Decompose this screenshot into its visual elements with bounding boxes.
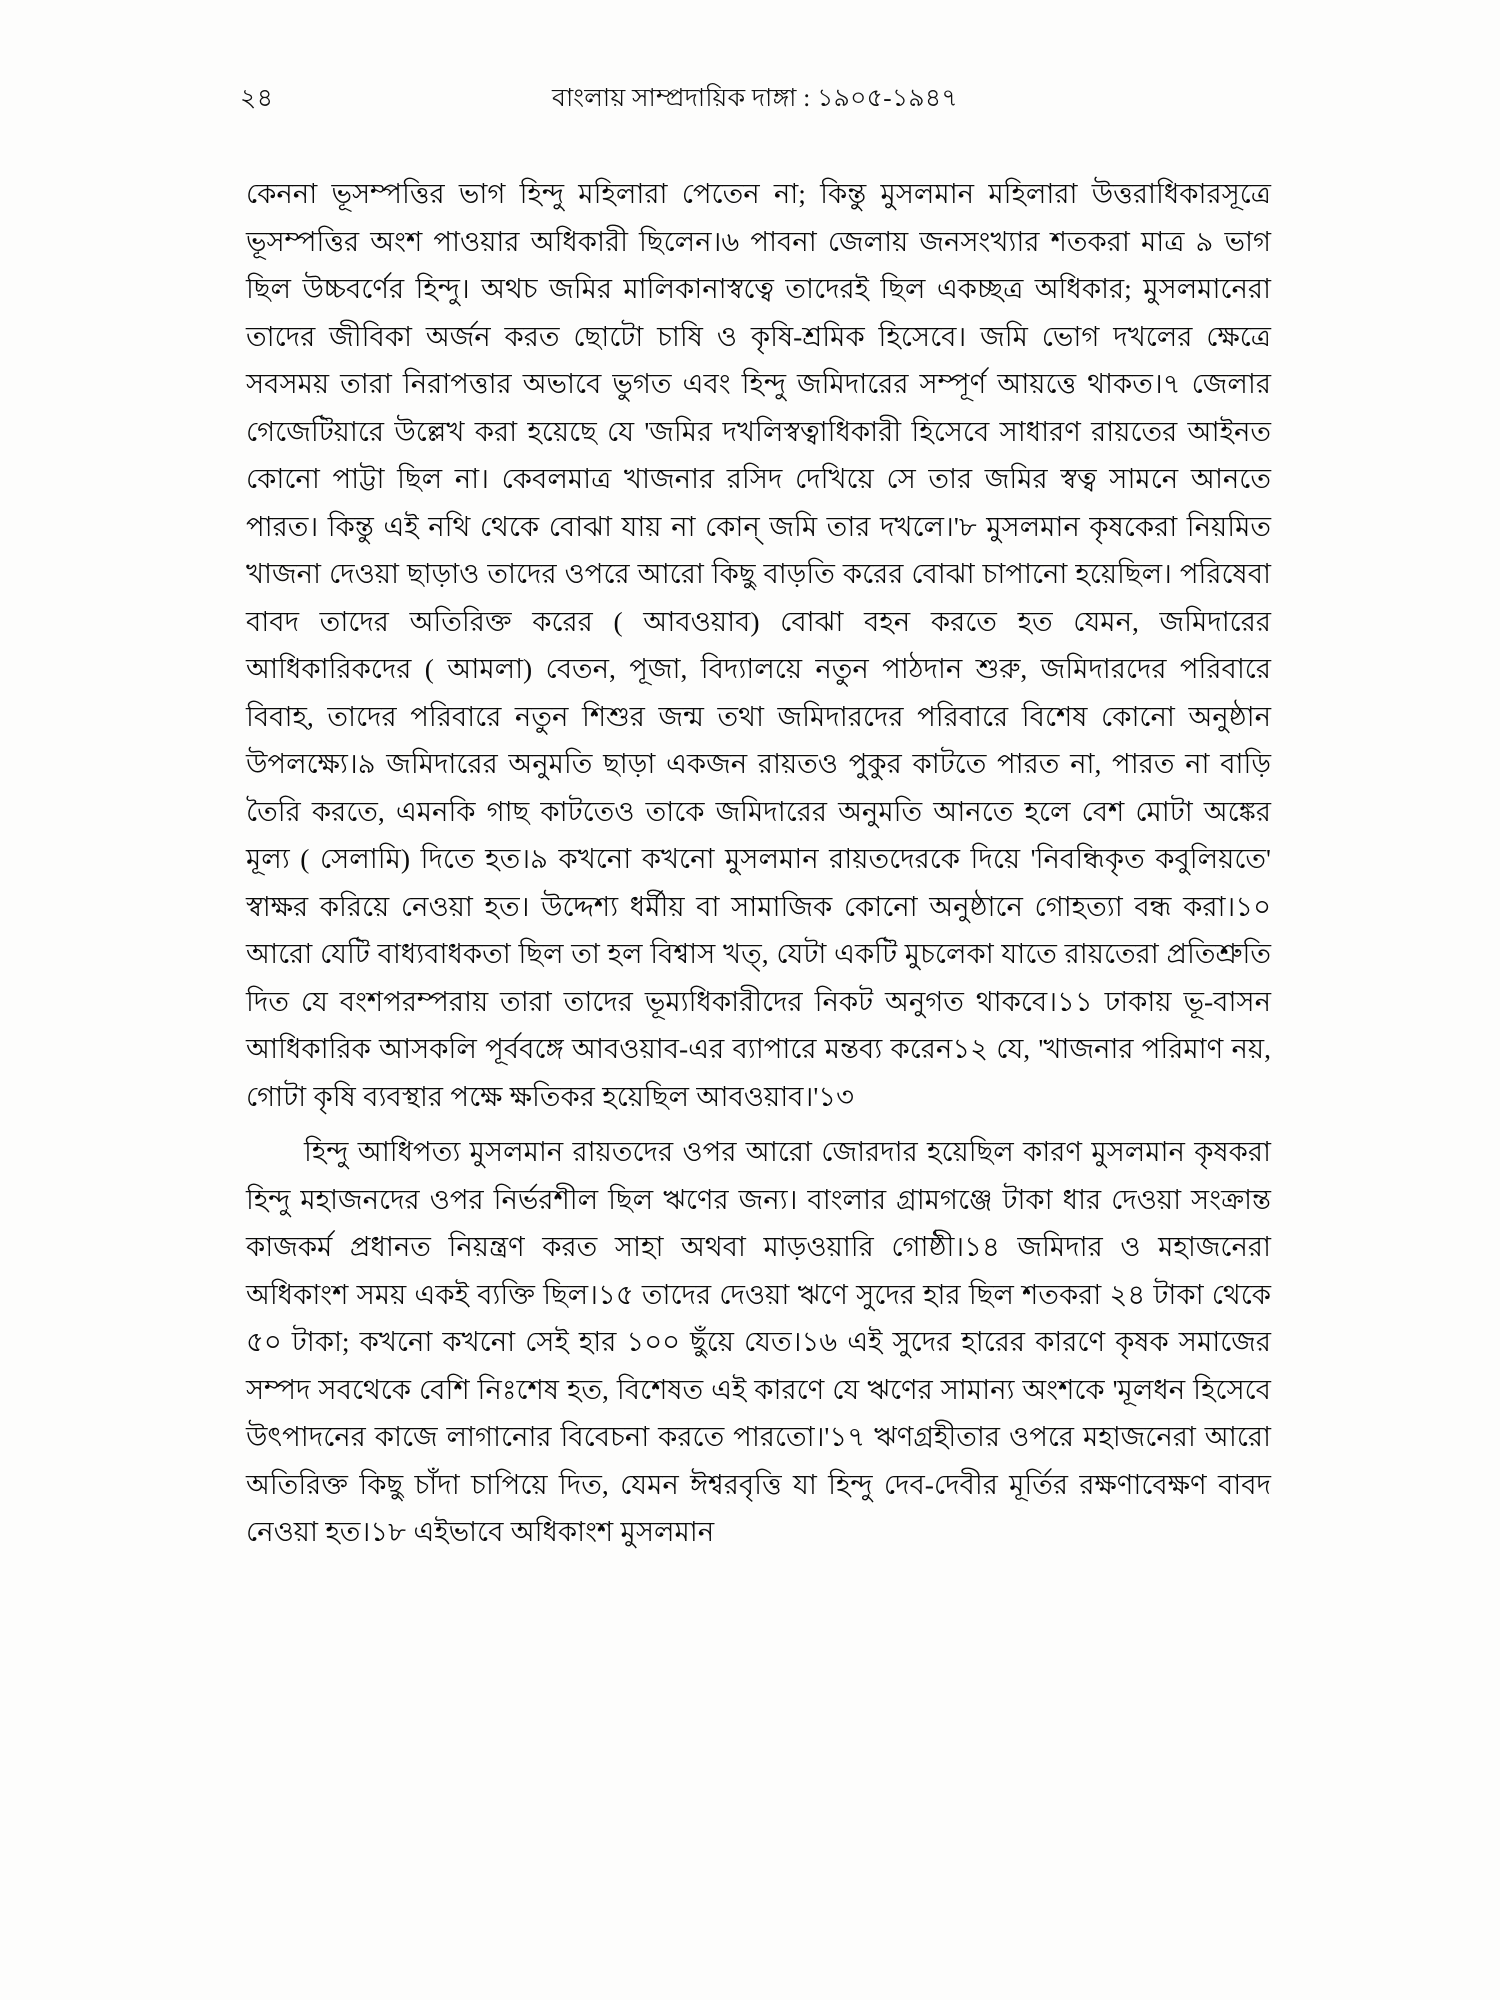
paragraph-2: হিন্দু আধিপত্য মুসলমান রায়তদের ওপর আরো জোরদার হয়েছিল কারণ মুসলমান কৃষকরা হিন্দু মহাজনদের ওপর নির্ভরশীল ছিল ঋণের জন্য। বাংলার গ্রামগঞ্জে টাকা ধার দেওয়া সংক্রান্ত কাজকর্ম প্রধানত নিয়ন্ত্রণ করত সাহা অথবা মাড়ওয়ারি গোষ্ঠী।১৪ জমিদার ও মহাজনেরা অধিকাংশ সময় একই ব্যক্তি ছিল।১৫ তাদের দেওয়া ঋণে সুদের হার ছিল শতকরা ২৪ টাকা থেকে ৫০ টাকা; কখনো কখনো সেই হার ১০০ ছুঁয়ে যেত।১৬ এই সুদের হারের কারণে কৃষক সমাজের সম্পদ সবথেকে বেশি নিঃশেষ হত, বিশেষত এই কারণে যে ঋণের সামান্য অংশকে 'মূলধন হিসেবে উৎপাদনের কাজে লাগানোর বিবেচনা করতে পারতো।'১৭ ঋণগ্রহীতার ওপরে মহাজনেরা আরো অতিরিক্ত কিছু চাঁদা চাপিয়ে দিত, যেমন ঈশ্বরবৃত্তি যা হিন্দু দেব-দেবীর মূর্তির রক্ষণাবেক্ষণ বাবদ নেওয়া হত।১৮ এইভাবে অধিকাংশ মুসলমান xyxy=(246,1136,1271,1547)
body-text-column xyxy=(246,170,1271,1556)
page-number: ২৪ xyxy=(240,85,274,112)
running-head-title: বাংলায় সাম্প্রদায়িক দাঙ্গা : ১৯০৫-১৯৪৭ xyxy=(552,85,958,112)
page-header xyxy=(240,78,1260,112)
paragraph-1: কেননা ভূসম্পত্তির ভাগ হিন্দু মহিলারা পেতেন না; কিন্তু মুসলমান মহিলারা উত্তরাধিকারসূত্রে ভূসম্পত্তির অংশ পাওয়ার অধিকারী ছিলেন।৬ পাবনা জেলায় জনসংখ্যার শতকরা মাত্র ৯ ভাগ ছিল উচ্চবর্ণের হিন্দু। অথচ জমির মালিকানাস্বত্বে তাদেরই ছিল একচ্ছত্র অধিকার; মুসলমানেরা তাদের জীবিকা অর্জন করত ছোটো চাষি ও কৃষি-শ্রমিক হিসেবে। জমি ভোগ দখলের ক্ষেত্রে সবসময় তারা নিরাপত্তার অভাবে ভুগত এবং হিন্দু জমিদারের সম্পূর্ণ আয়ত্তে থাকত।৭ জেলার গেজেটিয়ারে উল্লেখ করা হয়েছে যে 'জমির দখলিস্বত্বাধিকারী হিসেবে সাধারণ রায়তের আইনত কোনো পাট্টা ছিল না। কেবলমাত্র খাজনার রসিদ দেখিয়ে সে তার জমির স্বত্ব সামনে আনতে পারত। কিন্তু এই নথি থেকে বোঝা যায় না কোন্ জমি তার দখলে।'৮ মুসলমান কৃষকেরা নিয়মিত খাজনা দেওয়া ছাড়াও তাদের ওপরে আরো কিছু বাড়তি করের বোঝা চাপানো হয়েছিল। পরিষেবা বাবদ তাদের অতিরিক্ত করের ( আবওয়াব) বোঝা বহন করতে হত যেমন, জমিদারের আধিকারিকদের ( আমলা) বেতন, পূজা, বিদ্যালয়ে নতুন পাঠদান শুরু, জমিদারদের পরিবারে বিবাহ, তাদের পরিবারে নতুন শিশুর জন্ম তথা জমিদারদের পরিবারে বিশেষ কোনো অনুষ্ঠান উপলক্ষ্যে।৯ জমিদারের অনুমতি ছাড়া একজন রায়তও পুকুর কাটতে পারত না, পারত না বাড়ি তৈরি করতে, এমনকি গাছ কাটতেও তাকে জমিদারের অনুমতি আনতে হলে বেশ মোটা অঙ্কের মূল্য ( সেলামি) দিতে হত।৯ কখনো কখনো মুসলমান রায়তদেরকে দিয়ে 'নিবন্ধিকৃত কবুলিয়তে' স্বাক্ষর করিয়ে নেওয়া হত। উদ্দেশ্য ধর্মীয় বা সামাজিক কোনো অনুষ্ঠানে গোহত্যা বন্ধ করা।১০ আরো যেটি বাধ্যবাধকতা ছিল তা হল বিশ্বাস খত্, যেটা একটি মুচলেকা যাতে রায়তেরা প্রতিশ্রুতি দিত যে বংশপরম্পরায় তারা তাদের ভূম্যধিকারীদের নিকট অনুগত থাকবে।১১ ঢাকায় ভূ-বাসন আধিকারিক আসকলি পূর্ববঙ্গে আবওয়াব-এর ব্যাপারে মন্তব্য করেন১২ যে, 'খাজনার পরিমাণ নয়, গোটা কৃষি ব্যবস্থার পক্ষে ক্ষতিকর হয়েছিল আবওয়াব।'১৩ xyxy=(246,178,1271,1112)
